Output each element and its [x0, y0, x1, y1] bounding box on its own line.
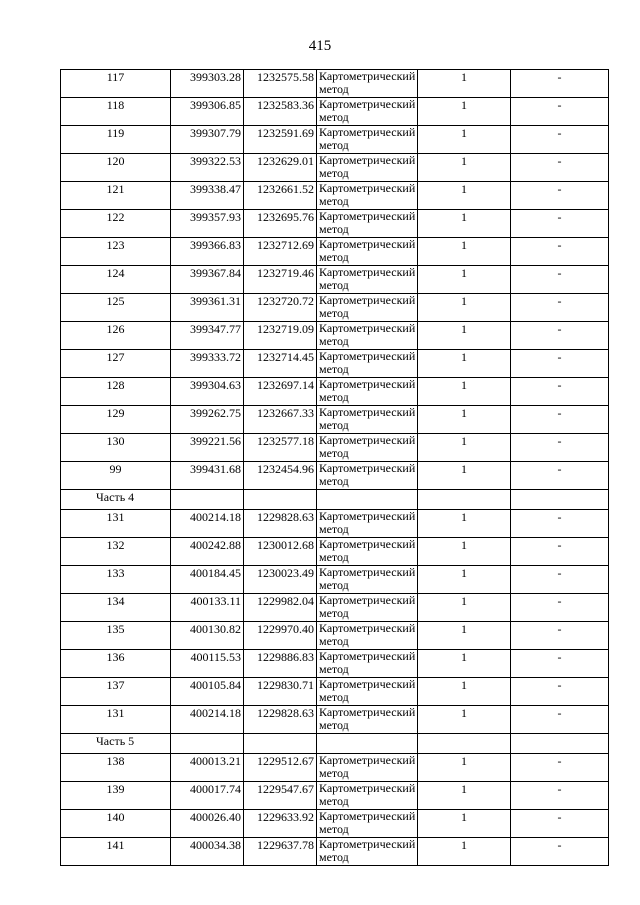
table-row — [61, 378, 609, 406]
method-cell: Картометрический метод — [317, 706, 418, 734]
accuracy-cell: 1 — [418, 706, 511, 734]
x-coordinate-cell: 399361.31 — [171, 294, 244, 322]
y-coordinate-cell: 1229982.04 — [244, 594, 317, 622]
y-coordinate-cell: 1229886.83 — [244, 650, 317, 678]
empty-cell — [418, 734, 511, 754]
accuracy-cell: 1 — [418, 566, 511, 594]
y-coordinate-cell: 1232577.18 — [244, 434, 317, 462]
y-coordinate-cell: 1229828.63 — [244, 706, 317, 734]
method-cell: Картометрический метод — [317, 838, 418, 866]
method-cell: Картометрический метод — [317, 510, 418, 538]
part-label: Часть 5 — [61, 734, 171, 754]
table-row — [61, 98, 609, 126]
x-coordinate-cell: 400133.11 — [171, 594, 244, 622]
method-cell: Картометрический метод — [317, 754, 418, 782]
empty-cell — [317, 734, 418, 754]
description-cell: - — [511, 678, 609, 706]
y-coordinate-cell: 1232591.69 — [244, 126, 317, 154]
description-cell: - — [511, 322, 609, 350]
method-cell: Картометрический метод — [317, 294, 418, 322]
point-number-cell: 125 — [61, 294, 171, 322]
description-cell: - — [511, 98, 609, 126]
description-cell: - — [511, 754, 609, 782]
y-coordinate-cell: 1232661.52 — [244, 182, 317, 210]
point-number-cell: 132 — [61, 538, 171, 566]
x-coordinate-cell: 400013.21 — [171, 754, 244, 782]
x-coordinate-cell: 399347.77 — [171, 322, 244, 350]
table-row — [61, 622, 609, 650]
point-number-cell: 127 — [61, 350, 171, 378]
description-cell: - — [511, 126, 609, 154]
point-number-cell: 140 — [61, 810, 171, 838]
x-coordinate-cell: 399221.56 — [171, 434, 244, 462]
table-row — [61, 70, 609, 98]
x-coordinate-cell: 400214.18 — [171, 510, 244, 538]
point-number-cell: 121 — [61, 182, 171, 210]
point-number-cell: 128 — [61, 378, 171, 406]
x-coordinate-cell: 400214.18 — [171, 706, 244, 734]
y-coordinate-cell: 1232714.45 — [244, 350, 317, 378]
method-cell: Картометрический метод — [317, 70, 418, 98]
y-coordinate-cell: 1232575.58 — [244, 70, 317, 98]
method-cell: Картометрический метод — [317, 126, 418, 154]
accuracy-cell: 1 — [418, 538, 511, 566]
x-coordinate-cell: 399333.72 — [171, 350, 244, 378]
description-cell: - — [511, 510, 609, 538]
y-coordinate-cell: 1230023.49 — [244, 566, 317, 594]
x-coordinate-cell: 399262.75 — [171, 406, 244, 434]
x-coordinate-cell: 400105.84 — [171, 678, 244, 706]
description-cell: - — [511, 434, 609, 462]
point-number-cell: 124 — [61, 266, 171, 294]
accuracy-cell: 1 — [418, 406, 511, 434]
x-coordinate-cell: 400017.74 — [171, 782, 244, 810]
method-cell: Картометрический метод — [317, 238, 418, 266]
description-cell: - — [511, 650, 609, 678]
description-cell: - — [511, 622, 609, 650]
accuracy-cell: 1 — [418, 378, 511, 406]
y-coordinate-cell: 1229828.63 — [244, 510, 317, 538]
description-cell: - — [511, 350, 609, 378]
point-number-cell: 129 — [61, 406, 171, 434]
accuracy-cell: 1 — [418, 434, 511, 462]
x-coordinate-cell: 399367.84 — [171, 266, 244, 294]
table-row — [61, 510, 609, 538]
method-cell: Картометрический метод — [317, 566, 418, 594]
y-coordinate-cell: 1232629.01 — [244, 154, 317, 182]
point-number-cell: 123 — [61, 238, 171, 266]
description-cell: - — [511, 706, 609, 734]
part-header-row — [61, 490, 609, 510]
y-coordinate-cell: 1230012.68 — [244, 538, 317, 566]
empty-cell — [244, 734, 317, 754]
table-row — [61, 594, 609, 622]
description-cell: - — [511, 566, 609, 594]
x-coordinate-cell: 400026.40 — [171, 810, 244, 838]
point-number-cell: 133 — [61, 566, 171, 594]
y-coordinate-cell: 1232695.76 — [244, 210, 317, 238]
accuracy-cell: 1 — [418, 266, 511, 294]
point-number-cell: 118 — [61, 98, 171, 126]
point-number-cell: 136 — [61, 650, 171, 678]
accuracy-cell: 1 — [418, 154, 511, 182]
accuracy-cell: 1 — [418, 70, 511, 98]
table-row — [61, 434, 609, 462]
empty-cell — [511, 734, 609, 754]
description-cell: - — [511, 266, 609, 294]
accuracy-cell: 1 — [418, 210, 511, 238]
empty-cell — [418, 490, 511, 510]
table-row — [61, 706, 609, 734]
description-cell: - — [511, 782, 609, 810]
x-coordinate-cell: 399306.85 — [171, 98, 244, 126]
description-cell: - — [511, 182, 609, 210]
table-row — [61, 782, 609, 810]
description-cell: - — [511, 238, 609, 266]
method-cell: Картометрический метод — [317, 98, 418, 126]
description-cell: - — [511, 294, 609, 322]
table-row — [61, 322, 609, 350]
table-row — [61, 406, 609, 434]
table-row — [61, 266, 609, 294]
accuracy-cell: 1 — [418, 294, 511, 322]
y-coordinate-cell: 1232667.33 — [244, 406, 317, 434]
point-number-cell: 126 — [61, 322, 171, 350]
method-cell: Картометрический метод — [317, 210, 418, 238]
accuracy-cell: 1 — [418, 622, 511, 650]
table-row — [61, 350, 609, 378]
point-number-cell: 119 — [61, 126, 171, 154]
point-number-cell: 137 — [61, 678, 171, 706]
point-number-cell: 138 — [61, 754, 171, 782]
method-cell: Картометрический метод — [317, 322, 418, 350]
x-coordinate-cell: 399322.53 — [171, 154, 244, 182]
point-number-cell: 130 — [61, 434, 171, 462]
description-cell: - — [511, 378, 609, 406]
x-coordinate-cell: 400130.82 — [171, 622, 244, 650]
point-number-cell: 141 — [61, 838, 171, 866]
accuracy-cell: 1 — [418, 350, 511, 378]
accuracy-cell: 1 — [418, 238, 511, 266]
method-cell: Картометрический метод — [317, 378, 418, 406]
accuracy-cell: 1 — [418, 838, 511, 866]
table-row — [61, 650, 609, 678]
method-cell: Картометрический метод — [317, 406, 418, 434]
page-number: 415 — [308, 38, 332, 54]
point-number-cell: 131 — [61, 510, 171, 538]
accuracy-cell: 1 — [418, 462, 511, 490]
method-cell: Картометрический метод — [317, 154, 418, 182]
y-coordinate-cell: 1232697.14 — [244, 378, 317, 406]
y-coordinate-cell: 1229830.71 — [244, 678, 317, 706]
accuracy-cell: 1 — [418, 754, 511, 782]
x-coordinate-cell: 399357.93 — [171, 210, 244, 238]
table-row — [61, 838, 609, 866]
x-coordinate-cell: 399303.28 — [171, 70, 244, 98]
point-number-cell: 139 — [61, 782, 171, 810]
x-coordinate-cell: 399307.79 — [171, 126, 244, 154]
table-row — [61, 154, 609, 182]
part-header-row — [61, 734, 609, 754]
empty-cell — [511, 490, 609, 510]
empty-cell — [317, 490, 418, 510]
accuracy-cell: 1 — [418, 782, 511, 810]
y-coordinate-cell: 1229637.78 — [244, 838, 317, 866]
y-coordinate-cell: 1232720.72 — [244, 294, 317, 322]
method-cell: Картометрический метод — [317, 182, 418, 210]
y-coordinate-cell: 1232454.96 — [244, 462, 317, 490]
x-coordinate-cell: 399338.47 — [171, 182, 244, 210]
y-coordinate-cell: 1232712.69 — [244, 238, 317, 266]
method-cell: Картометрический метод — [317, 678, 418, 706]
x-coordinate-cell: 399366.83 — [171, 238, 244, 266]
method-cell: Картометрический метод — [317, 782, 418, 810]
empty-cell — [171, 490, 244, 510]
point-number-cell: 122 — [61, 210, 171, 238]
accuracy-cell: 1 — [418, 594, 511, 622]
description-cell: - — [511, 70, 609, 98]
y-coordinate-cell: 1232719.46 — [244, 266, 317, 294]
table-row — [61, 210, 609, 238]
x-coordinate-cell: 400184.45 — [171, 566, 244, 594]
description-cell: - — [511, 406, 609, 434]
method-cell: Картометрический метод — [317, 434, 418, 462]
method-cell: Картометрический метод — [317, 538, 418, 566]
x-coordinate-cell: 399431.68 — [171, 462, 244, 490]
y-coordinate-cell: 1232583.36 — [244, 98, 317, 126]
x-coordinate-cell: 400242.88 — [171, 538, 244, 566]
x-coordinate-cell: 399304.63 — [171, 378, 244, 406]
description-cell: - — [511, 538, 609, 566]
empty-cell — [244, 490, 317, 510]
y-coordinate-cell: 1232719.09 — [244, 322, 317, 350]
x-coordinate-cell: 400115.53 — [171, 650, 244, 678]
table-row — [61, 754, 609, 782]
description-cell: - — [511, 838, 609, 866]
table-row — [61, 294, 609, 322]
method-cell: Картометрический метод — [317, 810, 418, 838]
point-number-cell: 99 — [61, 462, 171, 490]
point-number-cell: 131 — [61, 706, 171, 734]
coordinates-table — [60, 69, 609, 866]
point-number-cell: 135 — [61, 622, 171, 650]
method-cell: Картометрический метод — [317, 650, 418, 678]
accuracy-cell: 1 — [418, 98, 511, 126]
table-row — [61, 126, 609, 154]
accuracy-cell: 1 — [418, 650, 511, 678]
accuracy-cell: 1 — [418, 678, 511, 706]
accuracy-cell: 1 — [418, 182, 511, 210]
y-coordinate-cell: 1229512.67 — [244, 754, 317, 782]
description-cell: - — [511, 810, 609, 838]
empty-cell — [171, 734, 244, 754]
point-number-cell: 117 — [61, 70, 171, 98]
method-cell: Картометрический метод — [317, 350, 418, 378]
method-cell: Картометрический метод — [317, 622, 418, 650]
y-coordinate-cell: 1229547.67 — [244, 782, 317, 810]
point-number-cell: 120 — [61, 154, 171, 182]
table-row — [61, 678, 609, 706]
x-coordinate-cell: 400034.38 — [171, 838, 244, 866]
method-cell: Картометрический метод — [317, 594, 418, 622]
y-coordinate-cell: 1229970.40 — [244, 622, 317, 650]
accuracy-cell: 1 — [418, 322, 511, 350]
accuracy-cell: 1 — [418, 126, 511, 154]
description-cell: - — [511, 210, 609, 238]
description-cell: - — [511, 462, 609, 490]
description-cell: - — [511, 594, 609, 622]
accuracy-cell: 1 — [418, 810, 511, 838]
y-coordinate-cell: 1229633.92 — [244, 810, 317, 838]
table-row — [61, 810, 609, 838]
table-row — [61, 566, 609, 594]
table-row — [61, 182, 609, 210]
method-cell: Картометрический метод — [317, 462, 418, 490]
part-label: Часть 4 — [61, 490, 171, 510]
table-row — [61, 238, 609, 266]
description-cell: - — [511, 154, 609, 182]
table-row — [61, 462, 609, 490]
accuracy-cell: 1 — [418, 510, 511, 538]
table-row — [61, 538, 609, 566]
method-cell: Картометрический метод — [317, 266, 418, 294]
point-number-cell: 134 — [61, 594, 171, 622]
